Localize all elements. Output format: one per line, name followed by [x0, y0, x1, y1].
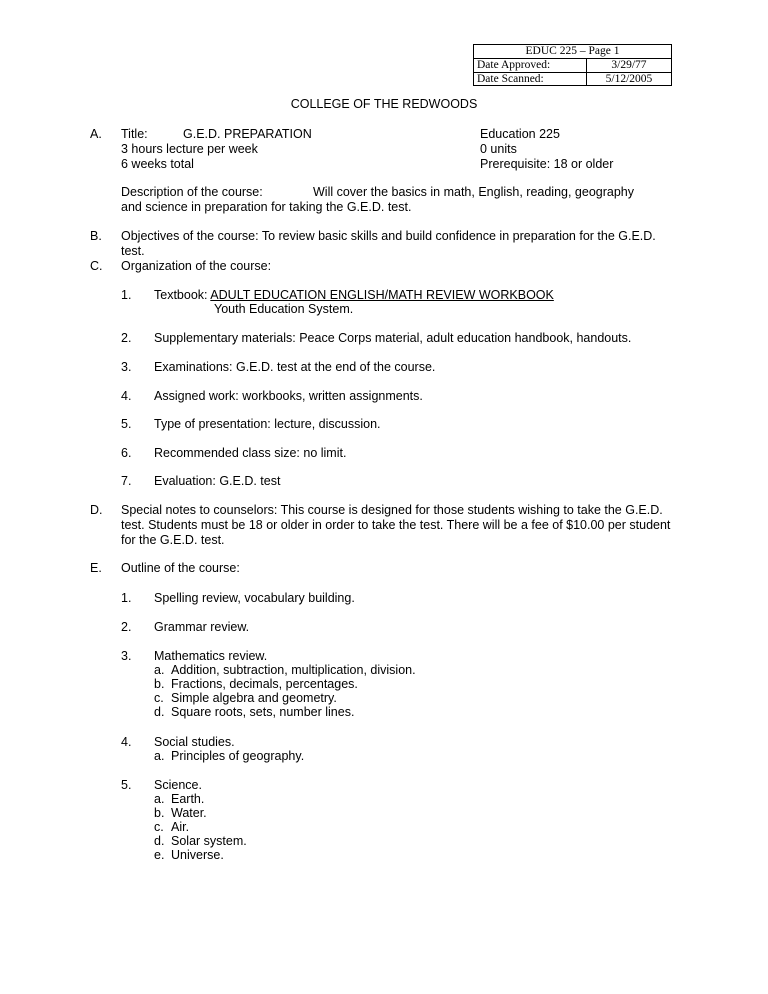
- course-title: G.E.D. PREPARATION: [183, 127, 312, 141]
- list-item: Mathematics review.: [154, 649, 268, 663]
- list-item-number: 3.: [121, 649, 132, 663]
- list-item-number: 6.: [121, 446, 132, 460]
- list-item: [154, 288, 554, 303]
- list-item-number: 4.: [121, 735, 132, 749]
- weeks-text: 6 weeks total: [121, 157, 194, 171]
- counselor-note-line: Special notes to counselors: This course is designed for those students wishing to take the G.E.D.: [121, 503, 663, 517]
- sub-item-letter: a.: [154, 749, 165, 763]
- counselor-note-line: test. Students must be 18 or older in order to take the test. There will be a fee of $10.00 per student: [121, 518, 671, 532]
- list-item: Assigned work: workbooks, written assignments.: [154, 389, 423, 403]
- organization-heading: Organization of the course:: [121, 259, 272, 273]
- section-d-letter: D.: [90, 503, 103, 517]
- sub-item-letter: b.: [154, 677, 165, 691]
- list-item: Evaluation: G.E.D. test: [154, 474, 281, 488]
- sub-item-letter: b.: [154, 806, 165, 820]
- course-number: Education 225: [480, 127, 560, 141]
- header-row-value: 3/29/77: [611, 59, 647, 71]
- objectives-line: Objectives of the course: To review basic skills and build confidence in preparation for the G.E.D.: [121, 229, 656, 243]
- description-line: and science in preparation for taking the G.E.D. test.: [121, 200, 412, 214]
- list-item-number: 5.: [121, 778, 132, 792]
- section-c-letter: C.: [90, 259, 103, 273]
- header-page-title: EDUC 225 – Page 1: [474, 45, 671, 59]
- sub-item: Addition, subtraction, multiplication, division.: [171, 663, 416, 677]
- sub-item: Solar system.: [171, 834, 247, 848]
- header-row-label: Date Approved:: [474, 59, 587, 72]
- list-item-number: 5.: [121, 417, 132, 431]
- sub-item-letter: c.: [154, 820, 164, 834]
- header-row-value: 5/12/2005: [605, 73, 653, 85]
- list-item-text: Textbook:: [154, 288, 211, 302]
- textbook-publisher: Youth Education System.: [214, 302, 354, 316]
- sub-item-letter: e.: [154, 848, 165, 862]
- college-heading: COLLEGE OF THE REDWOODS: [290, 97, 478, 111]
- list-item-number: 1.: [121, 591, 132, 605]
- section-a-letter: A.: [90, 127, 102, 141]
- list-item: Recommended class size: no limit.: [154, 446, 347, 460]
- list-item-number: 3.: [121, 360, 132, 374]
- sub-item: Simple algebra and geometry.: [171, 691, 337, 705]
- sub-item: Universe.: [171, 848, 224, 862]
- list-item: Examinations: G.E.D. test at the end of the course.: [154, 360, 436, 374]
- list-item: Science.: [154, 778, 202, 792]
- sub-item: Square roots, sets, number lines.: [171, 705, 355, 719]
- list-item-number: 2.: [121, 331, 132, 345]
- list-item-number: 2.: [121, 620, 132, 634]
- list-item: Spelling review, vocabulary building.: [154, 591, 355, 605]
- list-item: Supplementary materials: Peace Corps material, adult education handbook, handouts.: [154, 331, 632, 345]
- hours-text: 3 hours lecture per week: [121, 142, 258, 156]
- header-row-label: Date Scanned:: [474, 73, 587, 86]
- list-item: Type of presentation: lecture, discussion.: [154, 417, 381, 431]
- textbook-title: ADULT EDUCATION ENGLISH/MATH REVIEW WORKBOOK: [210, 288, 554, 302]
- section-b-letter: B.: [90, 229, 102, 243]
- list-item-number: 7.: [121, 474, 132, 488]
- sub-item-letter: d.: [154, 705, 165, 719]
- sub-item: Fractions, decimals, percentages.: [171, 677, 358, 691]
- title-label: Title:: [121, 127, 148, 141]
- counselor-note-line: for the G.E.D. test.: [121, 533, 225, 547]
- sub-item: Principles of geography.: [171, 749, 305, 763]
- header-row-scanned: [474, 73, 671, 86]
- section-e-letter: E.: [90, 561, 102, 575]
- prerequisite-text: Prerequisite: 18 or older: [480, 157, 614, 171]
- sub-item-letter: a.: [154, 792, 165, 806]
- objectives-line: test.: [121, 244, 145, 258]
- header-row-approved: [474, 59, 671, 73]
- list-item: Grammar review.: [154, 620, 250, 634]
- sub-item: Water.: [171, 806, 207, 820]
- sub-item-letter: d.: [154, 834, 165, 848]
- outline-heading: Outline of the course:: [121, 561, 240, 575]
- sub-item-letter: a.: [154, 663, 165, 677]
- list-item-number: 1.: [121, 288, 132, 302]
- list-item: Social studies.: [154, 735, 235, 749]
- units-text: 0 units: [480, 142, 517, 156]
- header-info-box: [473, 44, 672, 86]
- sub-item: Air.: [171, 820, 190, 834]
- list-item-number: 4.: [121, 389, 132, 403]
- sub-item-letter: c.: [154, 691, 164, 705]
- description-line: Will cover the basics in math, English, reading, geography: [313, 185, 634, 199]
- description-label: Description of the course:: [121, 185, 263, 199]
- sub-item: Earth.: [171, 792, 205, 806]
